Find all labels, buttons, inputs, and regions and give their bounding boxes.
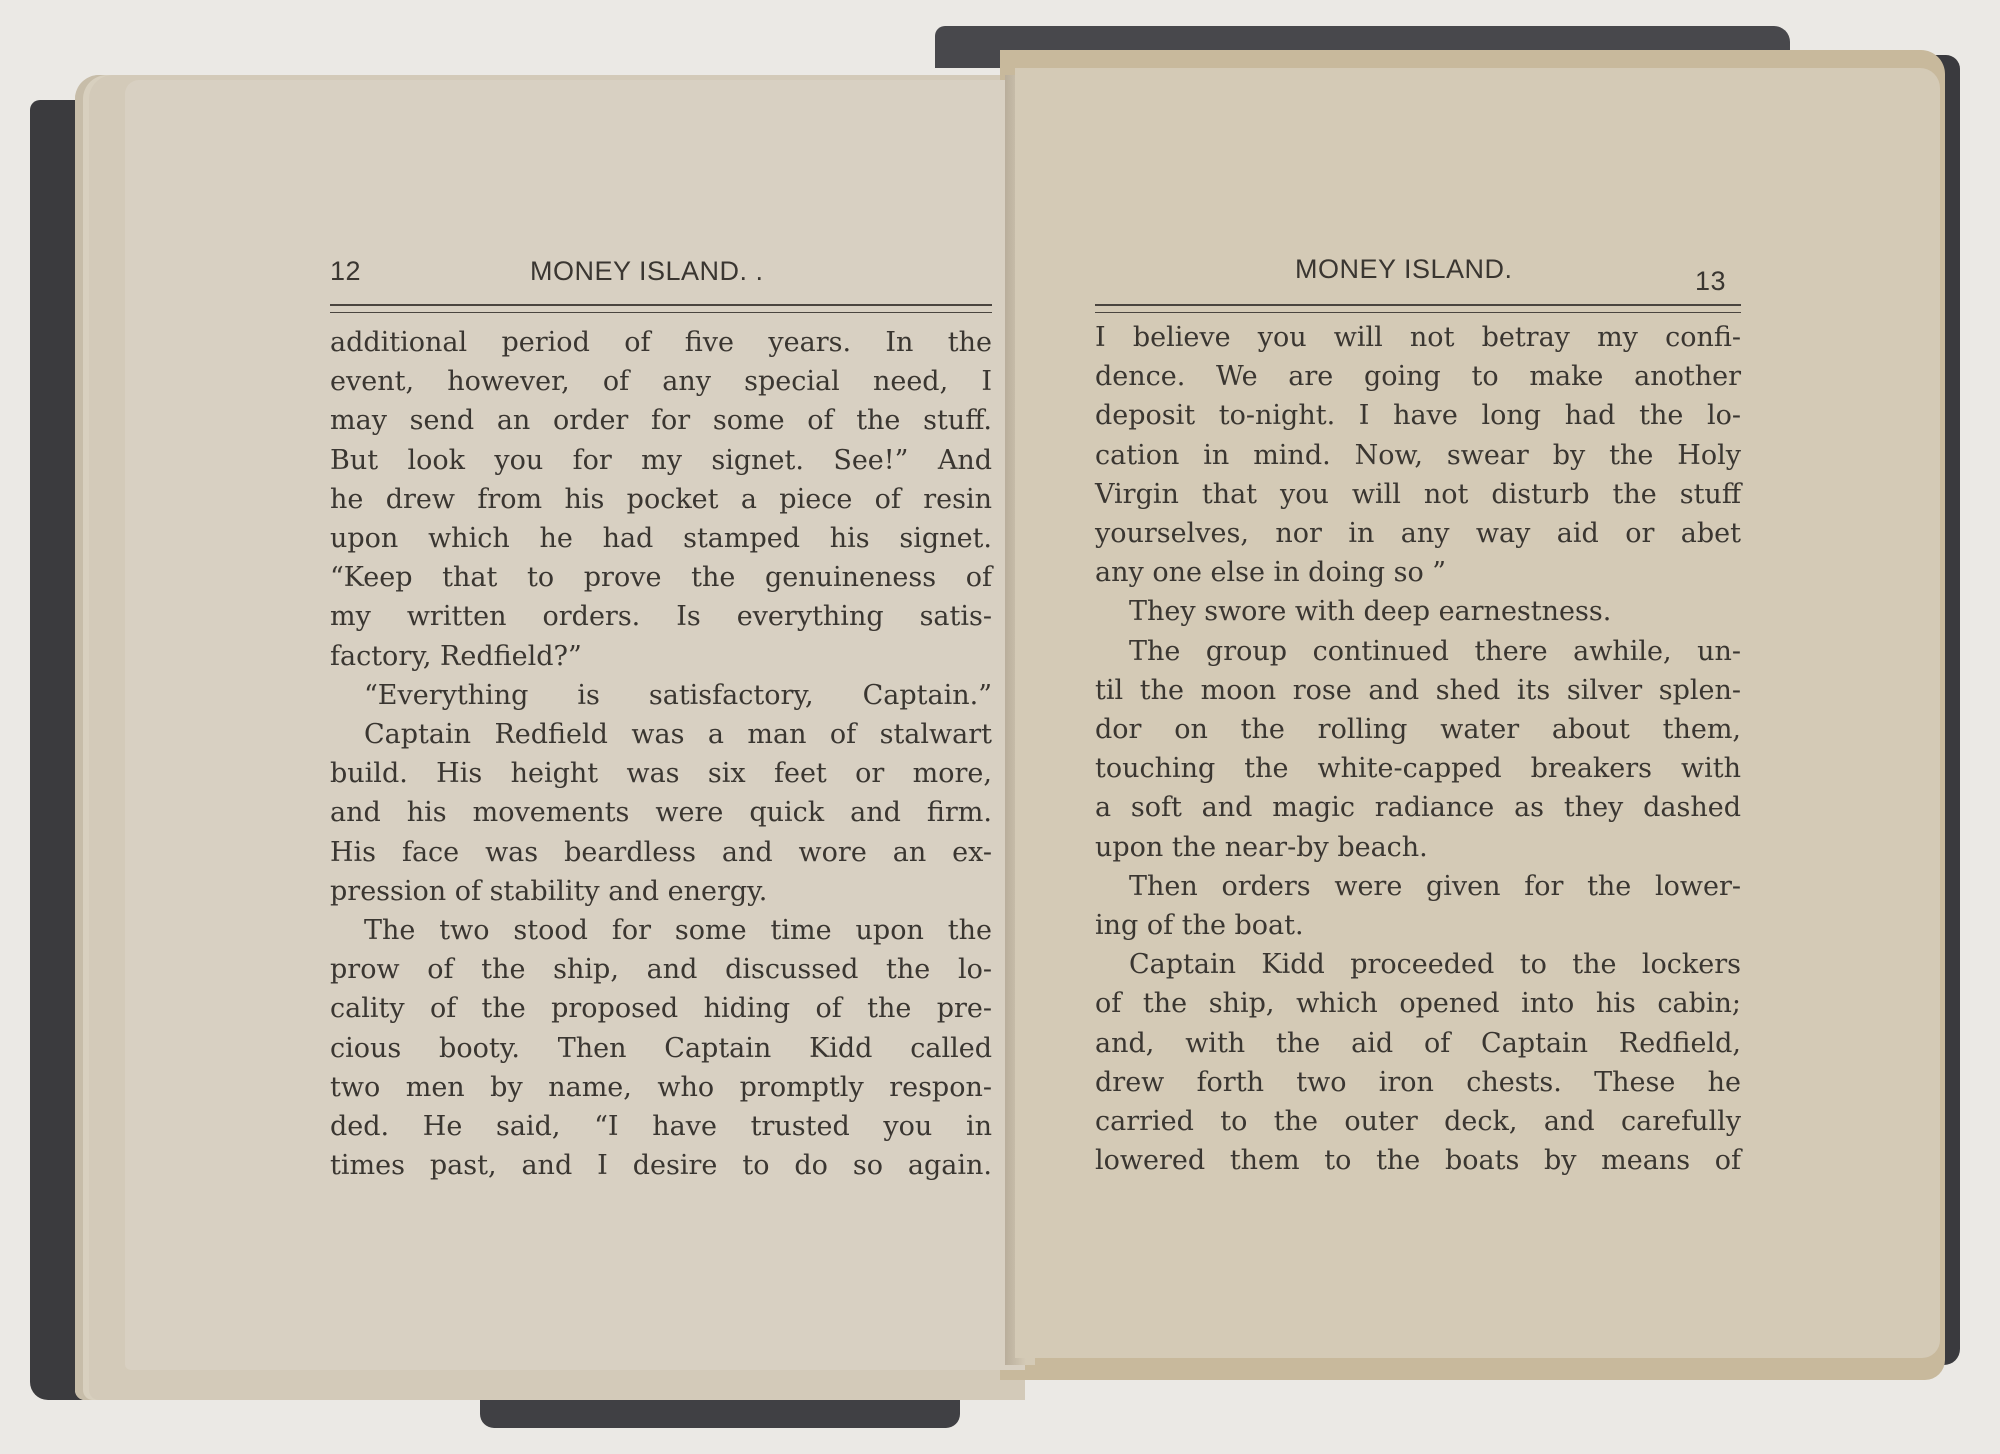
text-line: event, however, of any special need, I [330,366,992,398]
text-line: prow of the ship, and discussed the lo- [330,954,992,986]
text-line: additional period of five years. In the [330,327,992,358]
text-line: times past, and I desire to do so again. [330,1150,992,1182]
text-line: deposit to-night. I have long had the lo- [1095,400,1741,432]
text-line: two men by name, who promptly respon- [330,1071,992,1103]
running-title: MONEY ISLAND. . [530,256,764,286]
page-number: 13 [1695,266,1727,296]
text-line: ded. He said, “I have trusted you in [330,1111,992,1143]
text-line: His face was beardless and wore an ex- [330,836,992,868]
text-line: pression of stability and energy. [330,875,768,907]
page-number: 12 [330,256,362,286]
text-line: upon the near-by beach. [1095,831,1428,863]
text-line: They swore with deep earnestness. [1129,596,1612,628]
text-line: cious booty. Then Captain Kidd called [330,1032,992,1064]
text-line: Captain Redfield was a man of stalwart [364,719,992,751]
right-page [1015,68,1940,1358]
text-line: ing of the boat. [1095,910,1304,942]
text-line: But look you for my signet. See!” And [330,444,992,476]
text-line: and, with the aid of Captain Redfield, [1095,1027,1741,1059]
text-line: cation in mind. Now, swear by the Holy [1095,439,1741,471]
right-page-body [1095,318,1741,1180]
text-line: Then orders were given for the lower- [1129,870,1741,902]
text-line: build. His height was six feet or more, [330,758,992,790]
text-line: dor on the rolling water about them, [1095,714,1741,746]
text-line: I believe you will not betray my confi- [1095,322,1741,353]
left-page [125,80,1025,1370]
text-line: and his movements were quick and firm. [330,797,992,829]
text-line: The group continued there awhile, un- [1129,635,1741,667]
text-line: Virgin that you will not disturb the stuff [1095,478,1741,510]
left-page-body [330,323,992,1185]
running-title: MONEY ISLAND. [1295,254,1513,284]
text-line: yourselves, nor in any way aid or abet [1095,518,1741,550]
text-line: Captain Kidd proceeded to the lockers [1129,949,1741,981]
text-line: upon which he had stamped his signet. [330,523,992,555]
text-line: touching the white-capped breakers with [1095,753,1741,785]
text-line: dence. We are going to make another [1095,361,1741,393]
text-line: lowered them to the boats by means of [1095,1145,1741,1177]
text-line: drew forth two iron chests. These he [1095,1066,1741,1098]
header-rule [1095,304,1741,313]
text-line: til the moon rose and shed its silver splen- [1095,674,1741,706]
text-line: “Everything is satisfactory, Captain.” [364,679,992,711]
header-rule [330,304,992,313]
text-line: “Keep that to prove the genuineness of [330,562,992,594]
text-line: he drew from his pocket a piece of resin [330,483,992,515]
text-line: my written orders. Is everything satis- [330,601,992,633]
text-line: a soft and magic radiance as they dashed [1095,792,1741,824]
text-line: carried to the outer deck, and carefully [1095,1106,1741,1138]
text-line: any one else in doing so ” [1095,557,1447,589]
text-line: of the ship, which opened into his cabin; [1095,988,1741,1020]
text-line: The two stood for some time upon the [364,915,992,947]
text-line: cality of the proposed hiding of the pre- [330,993,992,1025]
text-line: may send an order for some of the stuff. [330,405,992,437]
text-line: factory, Redfield?” [330,640,582,672]
